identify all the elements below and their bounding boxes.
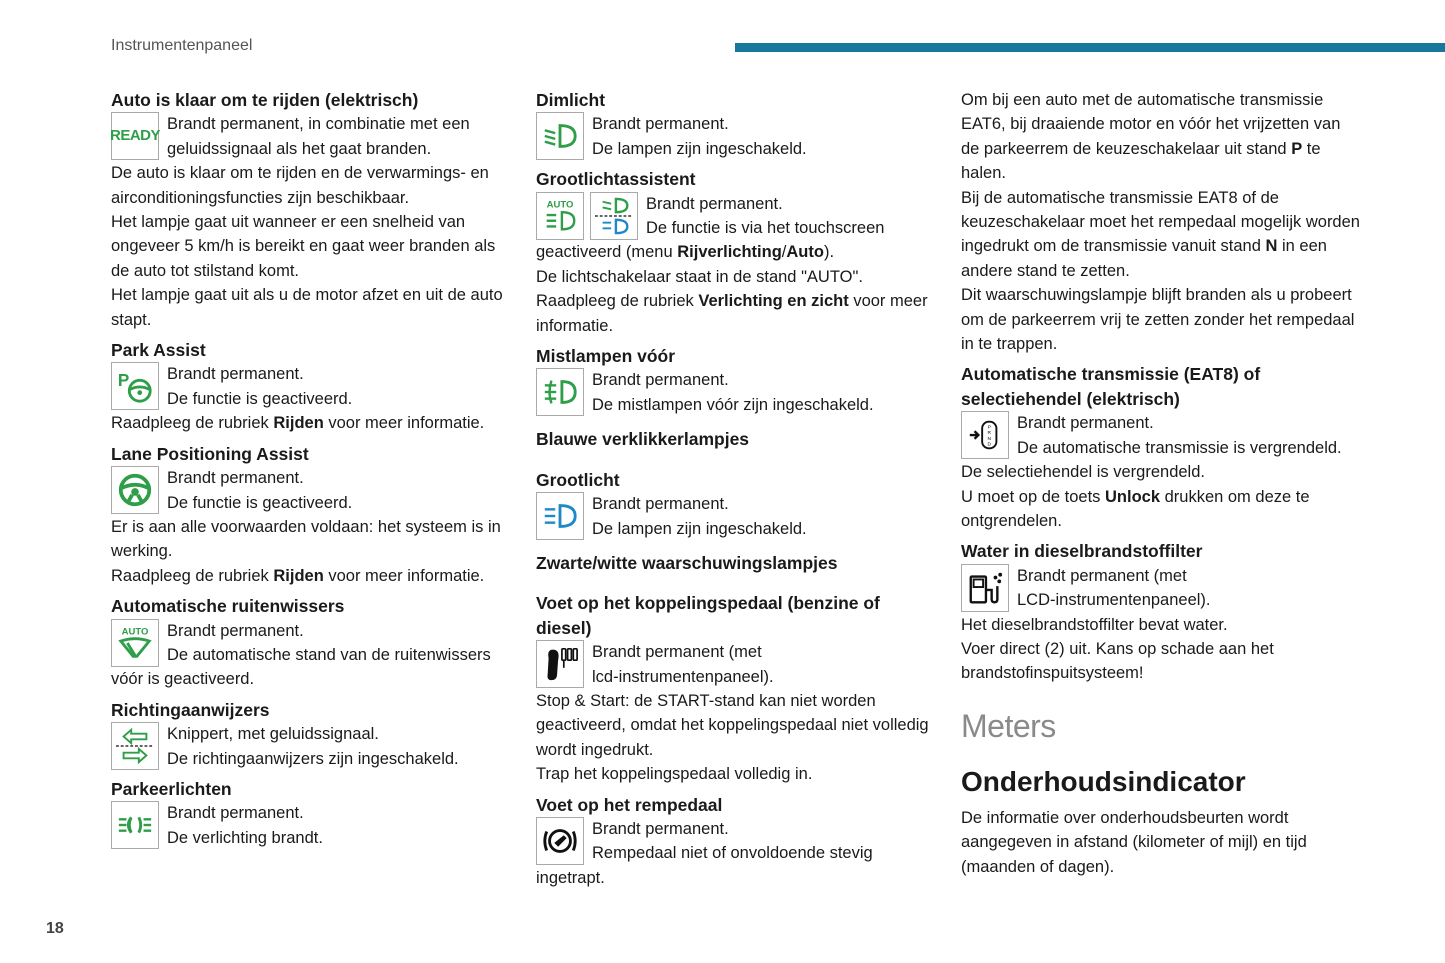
ready-icon: READY xyxy=(111,112,159,160)
fuel-water-icon xyxy=(961,564,1009,612)
page-number: 18 xyxy=(46,920,64,937)
column-right: Om bij een auto met de automatische transmissie EAT6, bij draaiende motor en vóór het vrijzetten van de parkeerrem de keuzeschakelaar uit stand P te halen. Bij de automatische transmissie EAT8 of de keuzeschakelaar moet het rempedaal mogelijk worden ingedrukt om de transmissie vanuit stand N in een andere stand te zetten. Dit waarschuwingslampje blijft branden als u probeert om de parkeerrem vrij te zetten zonder het rempedaal in te trappen. Automatische transmissie (EAT8) of selectiehendel (elektrisch) P R N D Brandt permanent. De automatische transmissie is vergrendeld. De selectiehendel is vergrendeld. U moet op de toets Unlock drukken om deze te ontgrendelen. Water in dieselbrandstoffilter Brandt permanent (met LCD-instrumentenpaneel). Het dieselbrandstoffilter bevat water. Voer direct (2) uit. Kans op schade aan het brandstofinspuitsysteem! Meters Onderhoudsindicator De informatie over onderhoudsbeurten wordt aangegeven in afstand (kilometer of mijl) en tijd (maanden of dagen). xyxy=(961,91,1360,876)
svg-text:AUTO: AUTO xyxy=(121,625,149,637)
section-title-meters: Meters xyxy=(961,707,1056,744)
heading-brake-pedal: Voet op het rempedaal xyxy=(536,794,723,815)
heading-park-assist: Park Assist xyxy=(111,340,206,361)
heading-parking-lights: Parkeerlichten xyxy=(111,778,232,799)
heading-service-indicator: Onderhoudsindicator xyxy=(961,765,1246,797)
heading-clutch-pedal: Voet op het koppelingspedaal (benzine of diesel) xyxy=(536,593,880,638)
heading-auto-wipers: Automatische ruitenwissers xyxy=(111,596,345,617)
column-left: Auto is klaar om te rijden (elektrisch) READY Brandt permanent, in combinatie met een geluidssignaal als het gaat branden. De auto is klaar om te rijden en de verwarmings- en airconditioningsfuncties zijn beschikbaar. Het lampje gaat uit wanneer er een snelheid van ongeveer 5 km/h is bereikt en gaat weer branden als de auto tot stilstand komt. Het lampje gaat uit als u de motor afzet en uit de auto stapt. Park Assist P Brandt permanent. De functie is geactiveerd. Raadpleeg de rubriek Rijden voor meer informatie. Lane Positioning Assist Brandt permanent. De functie is geactiveerd. Er is aan alle voorwaarden voldaan: het systeem is in werking. Raadpleeg de rubriek Rijden voor meer informatie. Automatische ruitenwissers AUTO Brandt permanent. De automatische stand van de ruitenwissers vóór is geactiveerd. Richtingaanwijzers Knippert, met geluidssignaal. De richtingaanwijzers zijn ingeschakeld. Parkeerlichten Brandt permanent. De verlichting brandt. xyxy=(111,88,511,850)
heading-water-in-fuel: Water in dieselbrandstoffilter xyxy=(961,541,1203,562)
foot-clutch-icon xyxy=(536,640,584,688)
svg-text:N: N xyxy=(987,437,991,443)
auto-wiper-icon xyxy=(111,619,159,667)
heading-black-white-lamps: Zwarte/witte waarschuwingslampjes xyxy=(536,552,838,573)
high-beam-icon xyxy=(536,492,584,540)
park-assist-icon xyxy=(111,362,159,410)
heading-dipped-beam: Dimlicht xyxy=(536,90,606,110)
brake-foot-icon xyxy=(536,817,584,865)
steering-wheel-icon xyxy=(111,466,159,514)
heading-eat8: Automatische transmissie (EAT8) of selectiehendel (elektrisch) xyxy=(961,364,1261,409)
heading-high-beam-assist: Grootlichtassistent xyxy=(536,169,696,190)
parking-light-icon xyxy=(111,801,159,849)
heading-ready: Auto is klaar om te rijden (elektrisch) xyxy=(111,90,419,110)
running-header: Instrumentenpaneel xyxy=(111,37,253,54)
svg-text:D: D xyxy=(987,442,991,448)
column-middle: Dimlicht Brandt permanent. De lampen zijn ingeschakeld. Grootlichtassistent AUTO Brandt permanent. De functie is via het touchscreen geactiveerd (menu Rijverlichting/Auto). De lichtschakelaar staat in de stand "AUTO". Raadpleeg de rubriek Verlichting en zicht voor meer informatie. Mistlampen vóór Brandt permanent. De mistlampen vóór zijn ingeschakeld. Blauwe verklikkerlampjes Grootlicht Brandt permanent. De lampen zijn ingeschakeld. Zwarte/witte waarschuwingslampjes Voet op het koppelingspedaal (benzine of diesel) Brandt permanent (met lcd-instrumentenpaneel). Stop & Start: de START-stand kan niet worden geactiveerd, omdat het koppelingspedaal niet volledig wordt ingedrukt. Trap het koppelingspedaal volledig in. Voet op het rempedaal Brandt permanent. Rempedaal niet of onvoldoende stevig ingetrapt. xyxy=(536,88,936,890)
heading-lane-positioning: Lane Positioning Assist xyxy=(111,443,309,464)
auto-headlamp-icon xyxy=(536,192,584,240)
heading-turn-signals: Richtingaanwijzers xyxy=(111,699,270,720)
beam-switch-icon xyxy=(590,192,638,240)
front-fog-icon xyxy=(536,368,584,416)
turn-signal-icon xyxy=(111,722,159,770)
gear-selector-icon xyxy=(961,411,1009,459)
svg-text:P: P xyxy=(987,425,991,431)
svg-text:R: R xyxy=(987,431,991,437)
dipped-beam-icon xyxy=(536,112,584,160)
heading-high-beam: Grootlicht xyxy=(536,469,620,490)
svg-text:AUTO: AUTO xyxy=(546,199,574,211)
svg-text:P: P xyxy=(117,371,130,391)
heading-front-fog: Mistlampen vóór xyxy=(536,346,676,367)
heading-blue-lamps: Blauwe verklikkerlampjes xyxy=(536,429,750,450)
header-accent-bar xyxy=(735,43,1445,52)
